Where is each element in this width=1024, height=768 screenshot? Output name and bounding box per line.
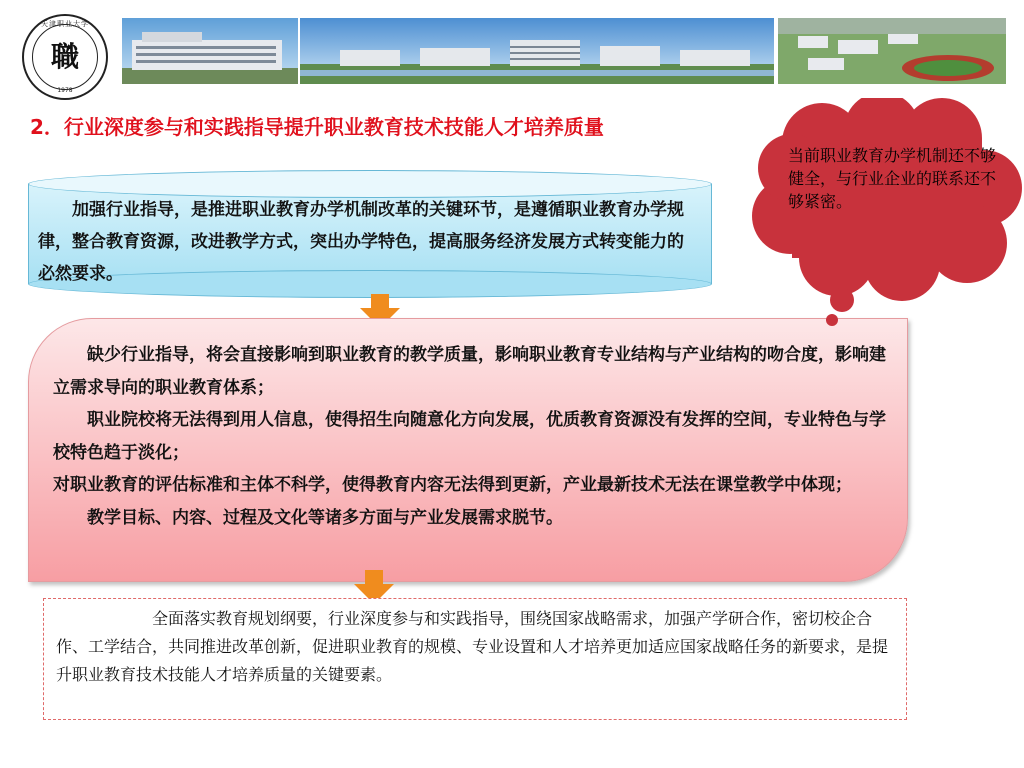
logo-year: 1978 [57,87,73,94]
problem-paragraph-3: 对职业教育的评估标准和主体不科学，使得教育内容无法得到更新，产业最新技术无法在课堂教学中体现； [53,475,852,495]
campus-building-photo [122,18,298,84]
guidance-cylinder [28,170,712,298]
problem-paragraph-1: 缺少行业指导，将会直接影响到职业教育的教学质量，影响职业教育专业结构与产业结构的吻合度，影响建立需求导向的职业教育体系； [53,345,886,398]
problem-paragraph-2: 职业院校将无法得到用人信息，使得招生向随意化方向发展，优质教育资源没有发挥的空间，专业特色与学校特色趋于淡化； [53,410,886,463]
cloud-text: 当前职业教育办学机制还不够健全，与行业企业的联系还不够紧密。 [788,146,997,211]
cloud-callout [752,98,1022,328]
college-logo [22,14,108,100]
page-title: 2．行业深度参与和实践指导提升职业教育技术技能人才培养质量 [30,115,604,139]
campus-panorama-photo [300,18,774,84]
campus-aerial-photo [778,18,1006,84]
guidance-text: 加强行业指导，是推进职业教育办学机制改革的关键环节，是遵循职业教育办学规律，整合教育资源，改进教学方式，突出办学特色，提高服务经济发展方式转变能力的必然要求。 [38,200,684,284]
problem-paragraph-4: 教学目标、内容、过程及文化等诸多方面与产业发展需求脱节。 [87,507,563,528]
conclusion-text: 全面落实教育规划纲要，行业深度参与和实践指导，围绕国家战略需求，加强产学研合作，密切校企合作、工学结合，共同推进改革创新，促进职业教育的规模、专业设置和人才培养更加适应国家战略任务的新要求，是提升职业教育技术技能人才培养质量的关键要素。 [56,609,889,684]
conclusion-box [43,598,907,720]
logo-seal-character: 職 [50,40,79,73]
logo-ring-text: 天津职业大学 [41,20,89,28]
problems-box [28,318,908,582]
